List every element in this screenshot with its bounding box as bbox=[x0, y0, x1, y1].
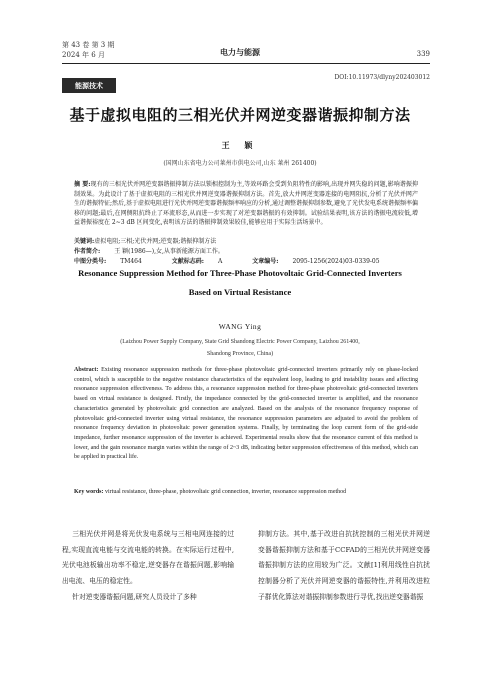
abstract-cn-text: 现有的三相光伏并网逆变器谐振抑制方法以锁相控制为主,等效环路会受到负阻特性的影响,出现并网失稳的问题,影响谐振抑制效果。为此设计了基于虚拟电阻的三相光伏并网逆变器谐振抑制方法。首先,放大并网逆变器连接的电网阻抗,分析了光伏并网产生的谐振特征;然后,基于虚拟电阻进行光伏并网逆变器谐振频率响应的分析,通过调整谐振抑制参数,避免了光伏发电系统谐振频率偏移的问题;最后,在网侧阻抗终止了环流形态,从而进一步实现了对逆变器谐振的有效抑制。试验结果表明,该方法的谐振电流较低,增益谐振裕度在 2~3 dB 区间变化,表明该方法的谐振抑制效果较佳,能够应用于实际生活场景中。 bbox=[74, 181, 418, 226]
date-line: 2024 年 6 月 bbox=[62, 51, 105, 59]
title-en-line2: Based on Virtual Resistance bbox=[188, 287, 292, 297]
author-intro bbox=[74, 247, 418, 257]
body-column-right bbox=[258, 527, 430, 606]
keywords-en bbox=[74, 488, 418, 498]
doc-code-value: A bbox=[217, 257, 223, 265]
keywords-cn bbox=[74, 237, 418, 247]
title-en-line1: Resonance Suppression Method for Three-Phase Photovoltaic Grid-Connected Inverters bbox=[78, 268, 402, 278]
keywords-cn-label: 关键词: bbox=[74, 238, 95, 245]
journal-name: 电力与能源 bbox=[220, 47, 260, 57]
author-intro-label: 作者简介: bbox=[74, 248, 101, 255]
body-column-left bbox=[62, 527, 234, 606]
affiliation-en-line1: (Laizhou Power Supply Company, State Grid Shandong Electric Power Company, Laizhou 261400, bbox=[120, 339, 360, 345]
author-intro-text: 王 颖(1986—),女,从事新能源方面工作。 bbox=[114, 248, 224, 255]
doi: DOI:10.11973/dlyny202403012 bbox=[334, 74, 430, 81]
body-paragraph: 三相光伏并网是将光伏发电系统与三相电网连接的过程,实现直流电能与交流电能的转换。在实际运行过程中,光伏电池板输出功率不稳定,逆变器存在谐振问题,影响输出电流、电压的稳定性。 bbox=[62, 530, 234, 586]
abstract-cn-label: 摘 要: bbox=[74, 181, 91, 188]
page-number: 339 bbox=[416, 50, 430, 58]
title-cn: 基于虚拟电阻的三相光伏并网逆变器谐振抑制方法 bbox=[69, 106, 411, 124]
header-rule bbox=[62, 63, 430, 64]
affiliation-en-line2: Shandong Province, China) bbox=[206, 351, 274, 357]
keywords-en-text: virtual resistance, three-phase, photovoltaic grid connection, inverter, resonance suppression method bbox=[105, 489, 347, 495]
abstract-cn bbox=[74, 180, 418, 228]
body-paragraph: 抑制方法。其中,基于改进自抗扰控制的三相光伏并网逆变器谐振抑制方法和基于CCFAD的三相光伏并网逆变器谐振抑制方法的应用较为广泛。文献[1]利用线性自抗扰控制器分析了光伏并网逆变器的谐振特性,并利用改进粒子群优化算法对谐振抑制参数进行寻优,找出逆变器谐振 bbox=[258, 530, 430, 601]
affiliation-cn: (国网山东省电力公司莱州市供电公司,山东 莱州 261400) bbox=[163, 160, 317, 167]
volume-line: 第 43 卷 第 3 期 bbox=[62, 41, 115, 49]
abstract-en-label: Abstract: bbox=[74, 367, 99, 373]
author-cn: 王 颖 bbox=[221, 140, 259, 150]
article-no-label: 文章编号: bbox=[252, 257, 279, 265]
abstract-en bbox=[74, 366, 418, 463]
keywords-en-label: Key words: bbox=[74, 489, 104, 495]
body-paragraph: 针对逆变器谐振问题,研究人员设计了多种 bbox=[72, 592, 197, 601]
clc-label: 中图分类号: bbox=[74, 257, 107, 265]
article-no-value: 2095-1256(2024)03-0339-05 bbox=[292, 257, 380, 265]
author-en: WANG Ying bbox=[218, 322, 262, 331]
doc-code-label: 文献标志码: bbox=[171, 257, 204, 265]
affiliation-en bbox=[60, 336, 420, 360]
title-en bbox=[40, 264, 440, 302]
column-tag: 能源技术 bbox=[62, 78, 116, 93]
keywords-cn-text: 虚拟电阻;三相;光伏并网;逆变器;谐振抑制方法 bbox=[94, 238, 217, 245]
clc-value: TM464 bbox=[120, 257, 142, 265]
abstract-en-text: Existing resonance suppression methods for three-phase photovoltaic grid-connected inverters primarily rely on phase-locked control, which is susceptible to the negative resistance characteristics of the equivalent loop, leading to grid instability issues and affecting resonance suppression effectiveness. To address this, a resonance suppression method for three-phase photovoltaic grid-connected inverters based on virtual resistance is designed. Firstly, the impedance connected by the grid-connected inverter is amplified, and the resonance characteristics generated by photovoltaic grid connection are analyzed. Based on the analysis of the resonance frequency response of photovoltaic grid-connected inverter using virtual resistance, the resonance suppression parameters are adjusted to avoid the problem of resonance frequency deviation in photovoltaic power generation systems. Finally, by terminating the loop current form of the grid-side impedance, further resonance suppression of the inverter is achieved. Experimental results show that the resonance current of this method is lower, and the gain resonance margin varies within the range of 2~3 dB, indicating better suppression effectiveness of this method, which can be applied in practical life. bbox=[74, 367, 418, 461]
